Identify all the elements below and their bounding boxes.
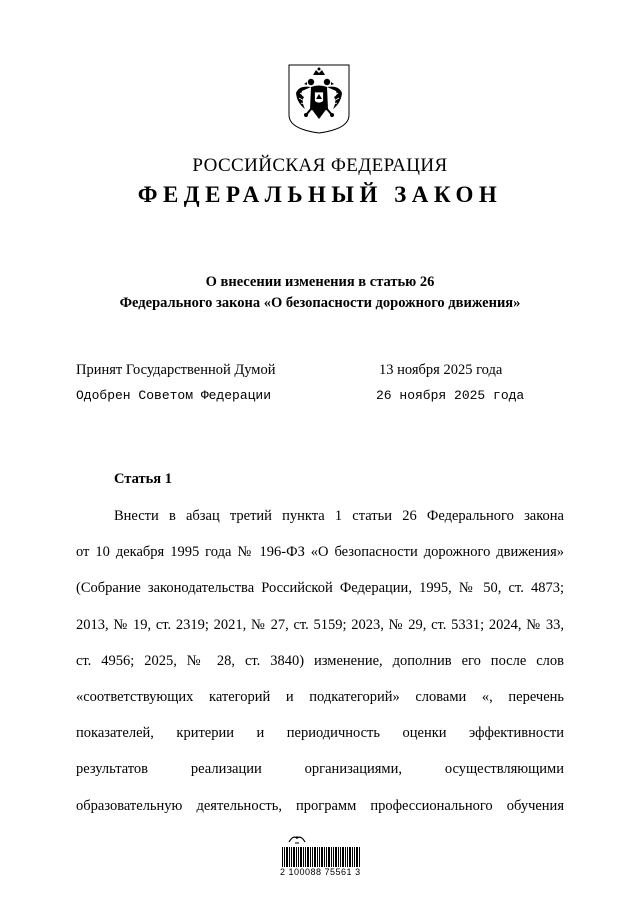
coat-of-arms-icon bbox=[287, 63, 351, 135]
law-type-heading: ФЕДЕРАЛЬНЫЙ ЗАКОН bbox=[137, 182, 503, 207]
article-line: 2013, № 19, ст. 2319; 2021, № 27, ст. 5159; 2023, № 29, ст. 5331; 2024, № 33, bbox=[76, 616, 564, 633]
article-line: от 10 декабря 1995 года № 196-ФЗ «О безопасности дорожного движения» bbox=[76, 544, 564, 561]
article-line: «соответствующих категорий и подкатегорий» словами «, перечень bbox=[76, 688, 564, 705]
barcode bbox=[282, 833, 362, 903]
article-line: (Собрание законодательства Российской Федерации, 1995, № 50, ст. 4873; bbox=[76, 580, 564, 597]
article-line: ст. 4956; 2025, № 28, ст. 3840) изменение, дополнив его после слов bbox=[76, 652, 564, 669]
law-title-line-2: Федерального закона «О безопасности дорожного движения» bbox=[119, 295, 521, 311]
article-line: результатов реализации организациями, осуществляющими bbox=[76, 761, 564, 778]
article-line: показателей, критерии и периодичность оценки эффективности bbox=[76, 725, 564, 742]
law-title bbox=[0, 272, 640, 314]
council-approval-date: 26 ноября 2025 года bbox=[376, 388, 525, 403]
duma-adoption-label: Принят Государственной Думой bbox=[76, 362, 276, 378]
duma-adoption-date: 13 ноября 2025 года bbox=[379, 362, 503, 378]
emblem-mark-icon bbox=[286, 833, 308, 845]
country-name: РОССИЙСКАЯ ФЕДЕРАЦИЯ bbox=[192, 155, 448, 176]
article-line: образовательную деятельность, программ профессионального обучения bbox=[76, 797, 564, 814]
article-heading: Статья 1 bbox=[114, 471, 172, 487]
council-approval-label: Одобрен Советом Федерации bbox=[76, 388, 272, 403]
article-line: Внести в абзац третий пункта 1 статьи 26 Федерального закона bbox=[114, 508, 564, 524]
article-body bbox=[76, 508, 564, 834]
law-title-line-1: О внесении изменения в статью 26 bbox=[205, 274, 435, 290]
barcode-number: 2 100088 75561 3 bbox=[280, 867, 361, 877]
